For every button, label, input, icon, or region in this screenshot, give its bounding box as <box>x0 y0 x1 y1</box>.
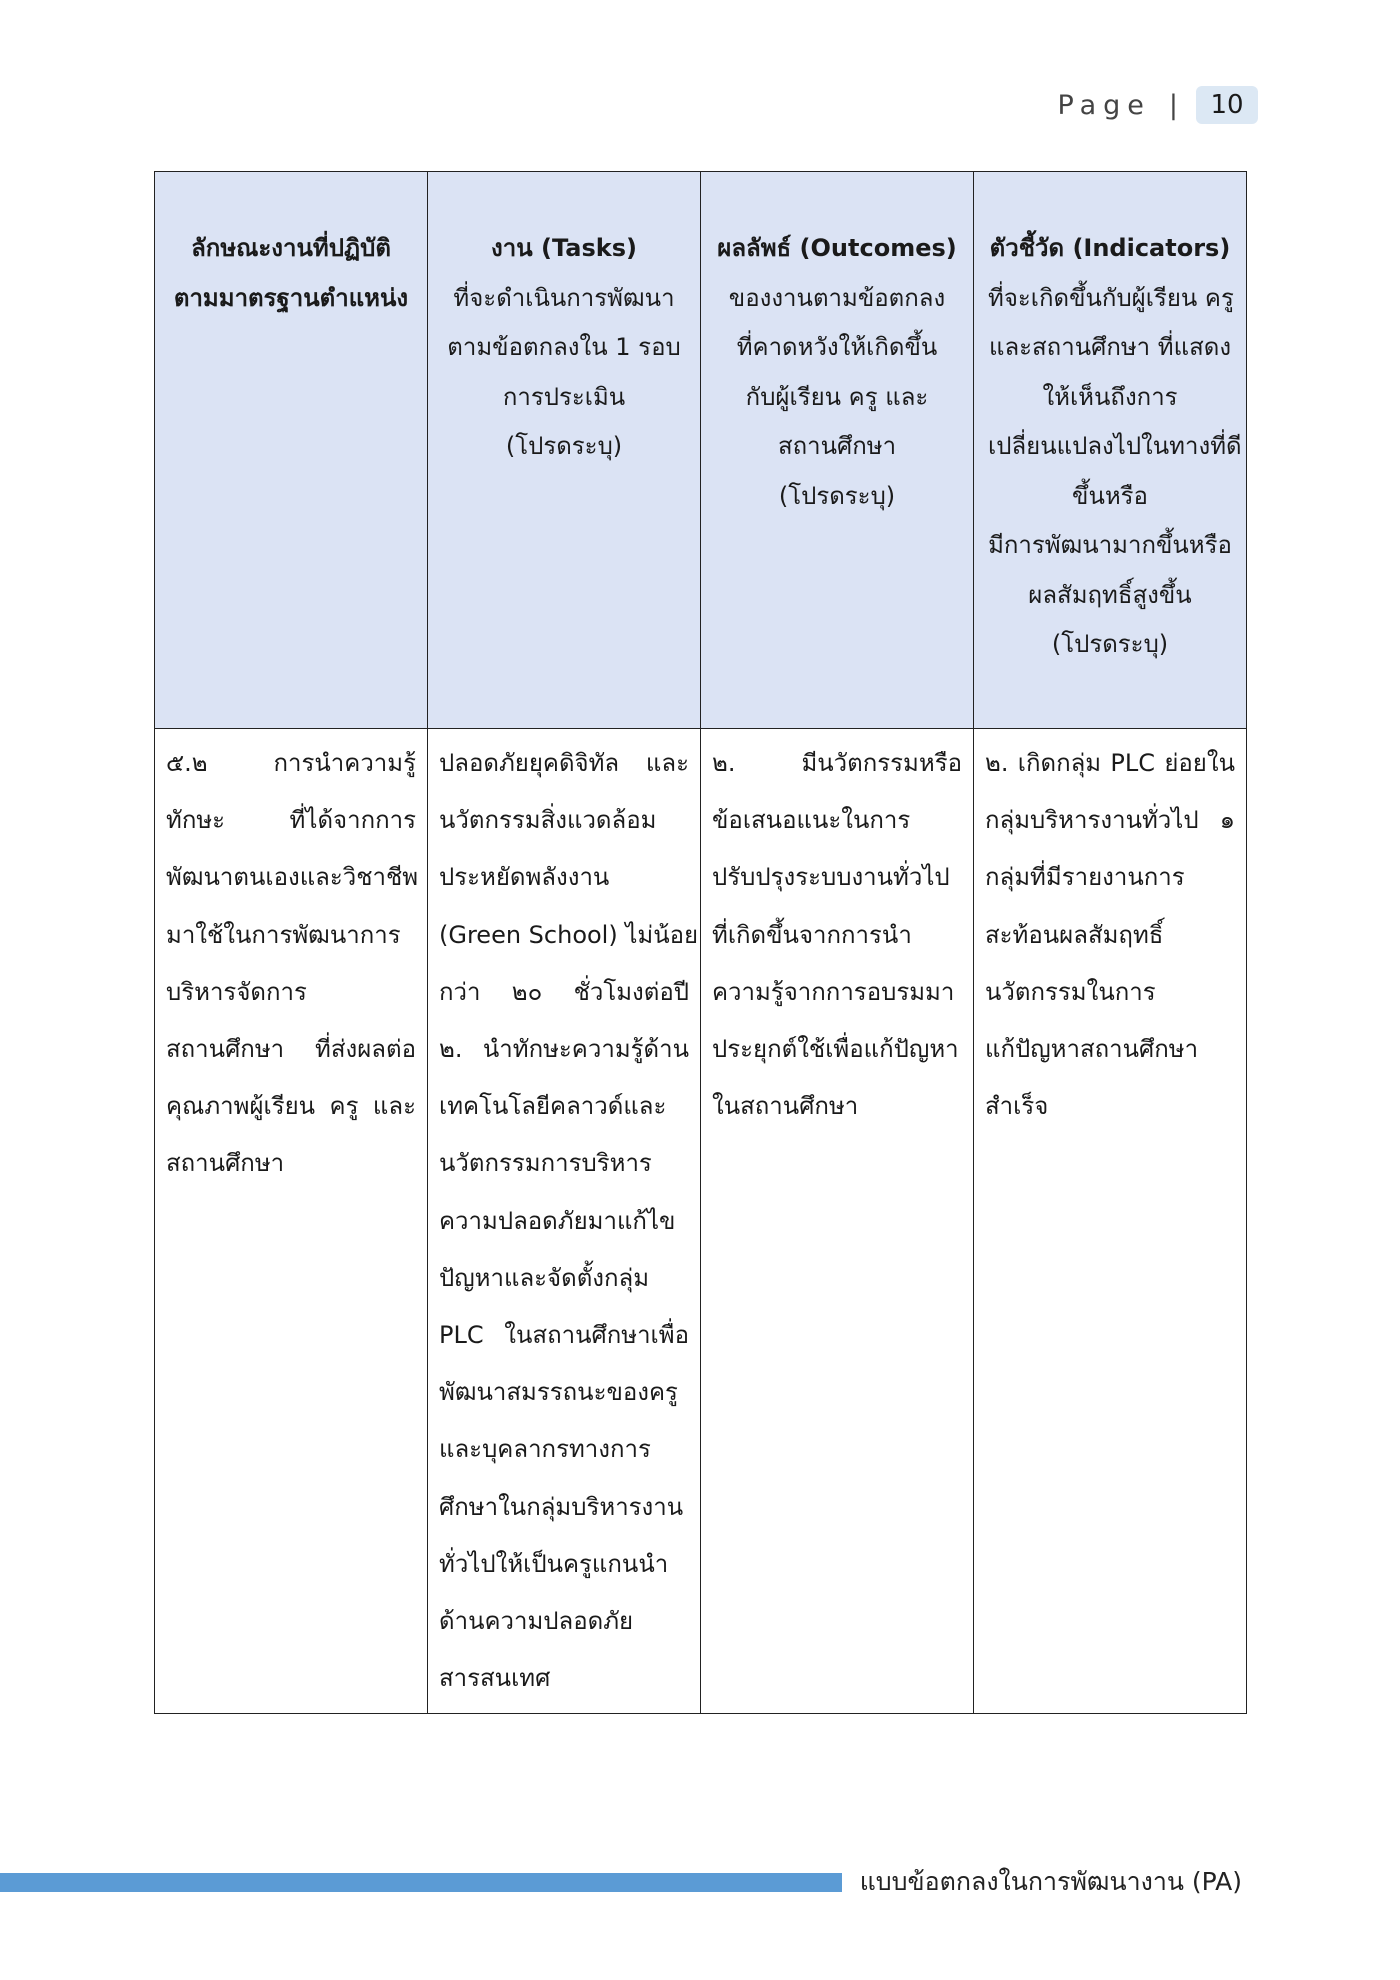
cell-text-line: บริหารจัดการ <box>166 977 307 1006</box>
column-heading-note: (โปรดระบุ) <box>505 432 623 460</box>
column-heading-note: และสถานศึกษา ที่แสดง <box>988 333 1232 361</box>
cell-text-line: ศึกษาในกลุ่มบริหารงาน <box>439 1492 684 1521</box>
cell-text-line: ปัญหาและจัดตั้งกลุ่ม <box>439 1263 650 1292</box>
column-heading: ตัวชี้วัด (Indicators) <box>989 234 1231 262</box>
body-cell-tasks <box>428 729 701 1714</box>
cell-text-line: ความรู้จากการอบรมมา <box>712 977 955 1006</box>
cell-text-line: นวัตกรรมการบริหาร <box>439 1149 652 1178</box>
cell-text-line: ทักษะ ที่ได้จากการ <box>166 806 416 835</box>
cell-text-line: พัฒนาตนเองและวิชาชีพ <box>166 863 419 892</box>
cell-text-line: สำเร็จ <box>985 1092 1049 1121</box>
cell-text-line: นวัตกรรมสิ่งแวดล้อม <box>439 806 657 835</box>
cell-text-line: กลุ่มที่มีรายงานการ <box>985 863 1185 892</box>
column-heading-note: (โปรดระบุ) <box>778 481 896 510</box>
cell-text-line: ทั่วไปให้เป็นครูแกนนำ <box>439 1549 669 1578</box>
cell-text-line: ในสถานศึกษา <box>712 1092 859 1121</box>
cell-text-line: ด้านความปลอดภัย <box>439 1607 634 1636</box>
column-heading: งาน (Tasks) <box>491 234 637 262</box>
cell-text-line: เทคโนโลยีคลาวด์และ <box>439 1092 667 1121</box>
cell-text-line: กลุ่มบริหารงานทั่วไป ๑ <box>985 806 1235 835</box>
cell-text-line: สะท้อนผลสัมฤทธิ์ <box>985 920 1164 949</box>
column-heading-note: ขึ้นหรือ <box>1072 481 1148 510</box>
cell-text-line: ๕.๒ การนำความรู้ <box>166 749 416 777</box>
footer-title: แบบข้อตกลงในการพัฒนางาน (PA) <box>859 1867 1242 1896</box>
footer-accent-bar <box>0 1873 842 1892</box>
cell-text-line: ข้อเสนอแนะในการ <box>712 806 911 835</box>
cell-text-line: (Green School) ไม่น้อย <box>439 920 699 949</box>
page-separator: | <box>1168 89 1178 121</box>
body-cell-outcomes <box>701 729 974 1714</box>
cell-text-line: พัฒนาสมรรถนะของครู <box>439 1378 678 1407</box>
cell-text-line: ปลอดภัยยุคดิจิทัล และ <box>439 749 689 777</box>
cell-text-line: ที่เกิดขึ้นจากการนำ <box>712 920 912 949</box>
column-heading-note: ให้เห็นถึงการ <box>1042 382 1178 411</box>
table-row <box>155 729 1247 1714</box>
body-cell-indicators <box>974 729 1247 1714</box>
cell-text-line: สารสนเทศ <box>439 1664 551 1693</box>
header-cell-indicators <box>974 172 1247 729</box>
table-header-row <box>155 172 1247 729</box>
page-header <box>1058 86 1258 124</box>
column-heading-note: ของงานตามข้อตกลง <box>728 283 946 312</box>
column-heading-note: การประเมิน <box>502 382 626 411</box>
cell-text-line: สถานศึกษา <box>166 1149 285 1178</box>
column-heading-note: (โปรดระบุ) <box>1051 630 1169 658</box>
cell-text-line: แก้ปัญหาสถานศึกษา <box>985 1035 1199 1064</box>
column-heading-note: ที่จะดำเนินการพัฒนา <box>453 283 675 312</box>
column-heading-note: ผลสัมฤทธิ์สูงขึ้น <box>1028 580 1192 609</box>
cell-text-line: มาใช้ในการพัฒนาการ <box>166 920 401 949</box>
cell-text-line: กว่า ๒๐ ชั่วโมงต่อปี <box>439 977 689 1006</box>
cell-text-line: ความปลอดภัยมาแก้ไข <box>439 1206 676 1235</box>
cell-text-line: ประยุกต์ใช้เพื่อแก้ปัญหา <box>712 1035 959 1064</box>
column-heading: ผลลัพธ์ (Outcomes) <box>717 234 957 262</box>
column-heading-note: ที่คาดหวังให้เกิดขึ้น <box>736 333 938 361</box>
cell-text-line: คุณภาพผู้เรียน ครู และ <box>166 1092 416 1121</box>
cell-text-line: ๒. นำทักษะความรู้ด้าน <box>439 1035 689 1064</box>
cell-text-line: นวัตกรรมในการ <box>985 977 1156 1006</box>
column-heading-note: กับผู้เรียน ครู และ <box>745 382 929 411</box>
cell-text-line: และบุคลากรทางการ <box>439 1435 651 1464</box>
header-cell-tasks <box>428 172 701 729</box>
cell-text-line: ๒. เกิดกลุ่ม PLC ย่อยใน <box>985 749 1235 777</box>
column-heading-note: ตามข้อตกลงใน 1 รอบ <box>447 333 681 361</box>
body-cell-job-characteristics <box>155 729 428 1714</box>
column-heading-note: มีการพัฒนามากขึ้นหรือ <box>988 531 1232 559</box>
cell-text-line: ๒. มีนวัตกรรมหรือ <box>712 749 962 777</box>
column-heading-note: เปลี่ยนแปลงไปในทางที่ดี <box>988 432 1242 460</box>
header-cell-outcomes <box>701 172 974 729</box>
header-cell-job-characteristics <box>155 172 428 729</box>
column-heading: ลักษณะงานที่ปฏิบัติ <box>191 234 391 262</box>
cell-text-line: สถานศึกษา ที่ส่งผลต่อ <box>166 1035 416 1064</box>
pa-agreement-table <box>154 171 1247 1714</box>
cell-text-line: PLC ในสถานศึกษาเพื่อ <box>439 1321 689 1350</box>
cell-text-line: ปรับปรุงระบบงานทั่วไป <box>712 863 950 892</box>
column-heading-note: ที่จะเกิดขึ้นกับผู้เรียน ครู <box>988 283 1234 312</box>
column-heading-note: สถานศึกษา <box>777 432 897 460</box>
cell-text-line: ประหยัดพลังงาน <box>439 863 610 892</box>
column-heading: ตามมาตรฐานตำแหน่ง <box>173 283 409 312</box>
page-label: Page <box>1057 89 1151 121</box>
page-number-badge: 10 <box>1196 86 1258 124</box>
